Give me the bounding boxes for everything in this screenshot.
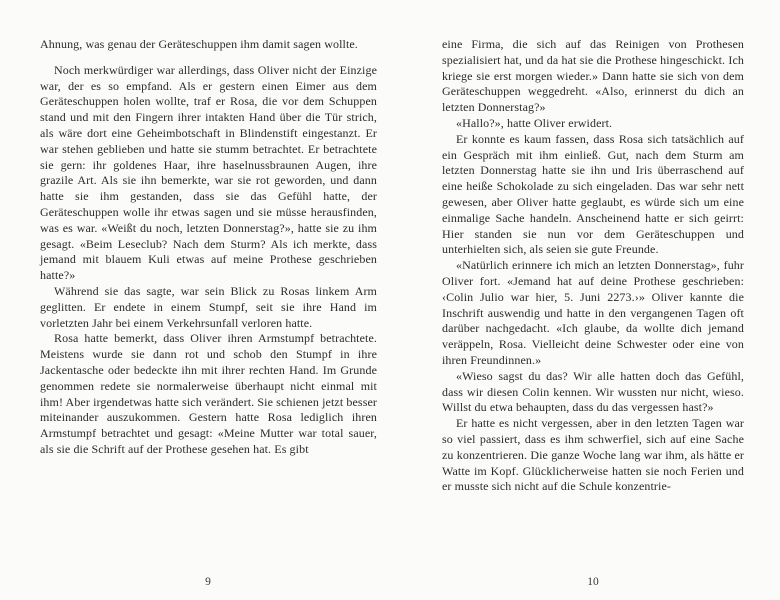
paragraph: Rosa hatte bemerkt, dass Oliver ihren Armstumpf betrachtete. Meistens wurde sie dann rot und schob den Stumpf in ihre Jackentasche oder bedeckte ihn mit ihrer rechten Hand. Im Grunde genommen redete sie normalerweise überhaupt nicht einmal mit ihm! Aber irgendetwas hatte sich verändert. Sie schienen jetzt besser miteinander auszukommen. Gestern hatte Rosa lediglich ihren Armstumpf betrachtet und gesagt: «Meine Mutter war total sauer, als sie die Schrift auf der Prothese gesehen hat. Es gibt [40, 331, 377, 456]
paragraph: Noch merkwürdiger war allerdings, dass Oliver nicht der Einzige war, der es so empfand. Als er gestern einen Eimer aus dem Geräteschuppen holen wollte, traf er Rosa, die vor dem Schuppen stand und mit den Fingern ihrer intakten Hand über die Tür strich, als wäre dort eine Geheimbotschaft in Blindenstift eingestanzt. Er war stehen geblieben und hatte sie stumm betrachtet. Er betrachtete sie gern: ihr goldenes Haar, ihre haselnussbraunen Augen, ihre grazile Art. Als sie ihn bemerkte, war sie rot geworden, und dann hatte sie ihm gestanden, dass sie das Gefühl hatte, der Geräteschuppen wolle ihr etwas sagen und sie müsse herausfinden, was es war. «Weißt du noch, letzten Donnerstag?», hatte sie zu ihm gesagt. «Beim Leseclub? Nach dem Sturm? Als ich merkte, dass jemand mit blauem Kuli etwas auf meine Prothese geschrieben hatte?» [40, 62, 377, 283]
paragraph: Während sie das sagte, war sein Blick zu Rosas linkem Arm geglitten. Er endete in einem Stumpf, seit sie ihre Hand im vorletzten Jahr bei einem Verkehrsunfall verloren hatte. [40, 283, 377, 330]
paragraph: «Wieso sagst du das? Wir alle hatten doch das Gefühl, dass wir diesen Colin kennen. Wir wussten nur nicht, wieso. Willst du etwa behaupten, dass du das vergessen hast?» [442, 368, 744, 415]
paragraph: Er hatte es nicht vergessen, aber in den letzten Tagen war so viel passiert, dass es ihm schwerfiel, sich auf eine Sache zu konzentrieren. Die ganze Woche lang war ihm, als hätte er Watte im Kopf. Glücklicherweise hatten sie noch Ferien und er musste sich nicht auf die Schule konzentrie- [442, 416, 744, 494]
page-right [442, 37, 744, 495]
page-left [40, 37, 377, 458]
paragraph: eine Firma, die sich auf das Reinigen von Prothesen spezialisiert hat, und da hat sie die Prothese hingeschickt. Ich kriege sie erst morgen wieder.» Dann hatte sie sich von dem Geräteschuppen weggedreht. «Also, erinnerst du dich an letzten Donnerstag?» [442, 37, 744, 115]
paragraph: «Hallo?», hatte Oliver erwidert. [456, 115, 613, 130]
page-number-right: 10 [587, 576, 599, 588]
paragraph: Er konnte es kaum fassen, dass Rosa sich tatsächlich auf ein Gespräch mit ihm einließ. Gut, nach dem Sturm am letzten Donnerstag hatte sie ihn und Iris überraschend auf eine heiße Schokolade zu sich eingeladen. Das war sehr nett gewesen, aber Oliver hatte geglaubt, es würde sich um eine einmalige Sache handeln. Anscheinend hatte er sich geirrt: Hier standen sie nun vor dem Geräteschuppen und unterhielten sich, als seien sie gute Freunde. [442, 131, 744, 257]
paragraph: Ahnung, was genau der Geräteschuppen ihm damit sagen wollte. [40, 37, 358, 51]
paragraph: «Natürlich erinnere ich mich an letzten Donnerstag», fuhr Oliver fort. «Jemand hat auf deine Prothese geschrieben: ‹Colin Julio war hier, 5. Juni 2273.›» Oliver kannte die Inschrift auswendig und hatte in den vergangenen Tagen oft darüber nachgedacht. «Ich glaube, da wollte dich jemand veräppeln, Rosa. Vielleicht deine Schwester oder eine von ihren Freundinnen.» [442, 258, 744, 367]
page-number-left: 9 [205, 576, 211, 588]
